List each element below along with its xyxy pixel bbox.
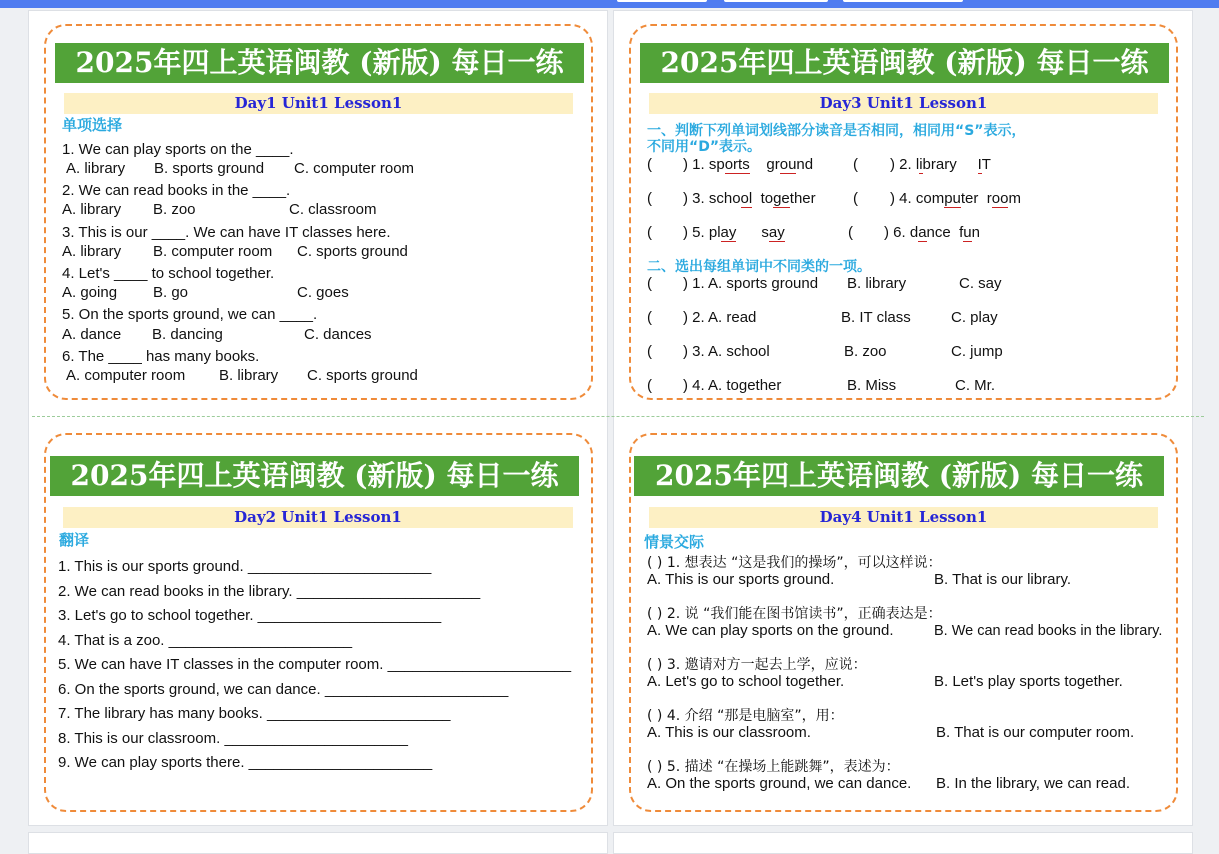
option-b: B. sports ground [154, 160, 265, 177]
toolbar-tab[interactable] [724, 0, 828, 2]
day3-section2-heading: 二、选出每组单词中不同类的一项。 [647, 259, 871, 275]
option-b: B. That is our library. [934, 571, 1071, 588]
day1-title: Day1 Unit1 Lesson1 [64, 93, 573, 114]
option-b: B. In the library, we can read. [936, 775, 1130, 792]
option-c: C. sports ground [307, 367, 418, 384]
day2-banner: 2025年四上英语闽教 (新版) 每日一练 [50, 456, 579, 496]
text-fragment: u [963, 224, 972, 241]
text-fragment: ( [848, 224, 853, 241]
translation-line: 6. On the sports ground, we can dance. ______________________ [58, 681, 509, 698]
text-fragment: to [760, 190, 774, 207]
page-bottom-right [613, 832, 1193, 854]
text-fragment: T [981, 156, 991, 173]
option-c: C. dances [304, 326, 372, 343]
text-fragment: brary [922, 156, 957, 173]
text-fragment: ( [647, 343, 652, 360]
option-a: A. computer room [66, 367, 186, 384]
text-fragment: ) [683, 224, 688, 241]
text-fragment: C. jump [951, 343, 1003, 360]
day3-section1-heading-cont: 不同用“D”表示。 [647, 139, 762, 155]
translation-line: 9. We can play sports there. ______________________ [58, 754, 433, 771]
text-fragment: ) 4. A. together [683, 377, 782, 394]
translation-line: 5. We can have IT classes in the computer room. ______________________ [58, 656, 572, 673]
text-fragment: 3. This is our ____. We can have IT classes here. [62, 224, 391, 241]
text-fragment: nd [796, 156, 814, 173]
text-fragment: 4. [899, 190, 916, 207]
option-a: A. library [62, 201, 122, 218]
option-a: A. We can play sports on the ground. [647, 622, 894, 639]
text-fragment: ) 3. A. school [683, 343, 770, 360]
text-fragment: 4. Let's ____ to school together. [62, 265, 275, 282]
option-a: A. library [62, 243, 122, 260]
text-fragment: B. Miss [847, 377, 897, 394]
text-fragment: C. Mr. [955, 377, 995, 394]
text-fragment: ol [740, 190, 753, 207]
translation-line: 4. That is a zoo. ______________________ [58, 632, 353, 649]
option-b: B. We can read books in the library. [934, 623, 1163, 639]
text-fragment: 5. On the sports ground, we can ____. [62, 306, 318, 323]
text-fragment: I [977, 156, 982, 173]
text-fragment: ) [683, 156, 688, 173]
text-fragment: 6. The ____ has many books. [62, 348, 260, 365]
day3-title: Day3 Unit1 Lesson1 [649, 93, 1158, 114]
option-c: C. classroom [289, 201, 377, 218]
text-fragment: B. IT class [841, 309, 911, 326]
text-fragment: ( ) 4. 介绍 “那是电脑室”，用： [647, 708, 844, 724]
text-fragment: ( [647, 309, 652, 326]
day4-banner: 2025年四上英语闽教 (新版) 每日一练 [634, 456, 1164, 496]
text-fragment: ( ) 2. 说 “我们能在图书馆读书”，正确表达是： [647, 606, 942, 622]
text-fragment: nce [926, 224, 951, 241]
text-fragment: B. zoo [844, 343, 887, 360]
day3-section1-heading: 一、判断下列单词划线部分读音是否相同，相同用“S”表示， [647, 123, 1026, 139]
option-a: A. going [62, 284, 118, 301]
option-c: C. computer room [294, 160, 415, 177]
text-fragment: s [761, 224, 769, 241]
text-fragment [890, 190, 1021, 208]
text-fragment: ay [720, 224, 737, 241]
text-fragment: l [915, 156, 920, 173]
text-fragment: 3. [692, 190, 709, 207]
text-fragment [683, 190, 816, 208]
page-divider [32, 416, 1204, 417]
page-bottom-left [28, 832, 608, 854]
day3-banner: 2025年四上英语闽教 (新版) 每日一练 [640, 43, 1169, 83]
text-fragment: C. say [959, 275, 1002, 292]
text-fragment: ( ) 1. 想表达 “这是我们的操场”，可以这样说： [647, 555, 942, 571]
text-fragment: ay [768, 224, 785, 241]
option-b: B. go [153, 284, 189, 301]
text-fragment: 2. We can read books in the ____. [62, 182, 291, 199]
text-fragment: 2. [899, 156, 916, 173]
translation-line: 3. Let's go to school together. ______________________ [58, 607, 442, 624]
text-fragment: 6. [893, 224, 910, 241]
option-b: B. That is our computer room. [936, 724, 1135, 741]
text-fragment: 5. [692, 224, 709, 241]
option-b: B. dancing [152, 326, 223, 343]
text-fragment: gr [766, 156, 780, 173]
option-b: B. Let's play sports together. [934, 673, 1123, 690]
day2-title: Day2 Unit1 Lesson1 [63, 507, 573, 528]
text-fragment: ) 1. A. sports ground [683, 275, 819, 292]
text-fragment: ( ) 3. 邀请对方一起去上学，应说： [647, 657, 867, 673]
day1-section-heading: 单项选择 [62, 117, 123, 134]
option-b: B. library [219, 367, 279, 384]
text-fragment: ( [647, 275, 652, 292]
translation-line: 8. This is our classroom. ______________________ [58, 730, 408, 747]
text-fragment: 1. We can play sports on the ____. [62, 141, 294, 158]
text-fragment: ( [853, 190, 858, 207]
text-fragment: n [971, 224, 980, 241]
translation-line: 1. This is our sports ground. ______________________ [58, 558, 432, 575]
text-fragment [683, 156, 813, 174]
text-fragment: ) [890, 156, 895, 173]
text-fragment [884, 224, 980, 242]
option-b: B. zoo [153, 201, 196, 218]
text-fragment: sp [708, 156, 725, 173]
text-fragment: ter [960, 190, 979, 207]
text-fragment: a [918, 224, 927, 241]
text-fragment: orts [724, 156, 750, 173]
day2-section-heading: 翻译 [59, 532, 90, 549]
text-fragment: com [915, 190, 945, 207]
text-fragment: ( [647, 224, 652, 241]
text-fragment: f [959, 224, 964, 241]
day1-banner: 2025年四上英语闽教 (新版) 每日一练 [55, 43, 584, 83]
text-fragment: ) [884, 224, 889, 241]
option-b: B. computer room [153, 243, 273, 260]
text-fragment [890, 156, 991, 174]
text-fragment: m [1008, 190, 1021, 207]
text-fragment: pu [944, 190, 961, 207]
text-fragment: r [986, 190, 992, 207]
text-fragment: oo [991, 190, 1009, 207]
text-fragment: ) 2. A. read [683, 309, 757, 326]
text-fragment: ge [773, 190, 790, 207]
text-fragment: ( [647, 190, 652, 207]
text-fragment: scho [708, 190, 741, 207]
text-fragment: ther [789, 190, 816, 207]
text-fragment: ) [683, 190, 688, 207]
text-fragment: ( [853, 156, 858, 173]
text-fragment: 1. [692, 156, 709, 173]
toolbar-tab[interactable] [617, 0, 707, 2]
text-fragment: ou [779, 156, 797, 173]
day4-title: Day4 Unit1 Lesson1 [649, 507, 1158, 528]
text-fragment: ( [647, 377, 652, 394]
text-fragment: ) [890, 190, 895, 207]
option-a: A. On the sports ground, we can dance. [647, 775, 912, 792]
option-a: A. This is our classroom. [647, 724, 811, 741]
option-c: C. sports ground [297, 243, 408, 260]
day4-section-heading: 情景交际 [644, 534, 705, 551]
option-a: A. This is our sports ground. [647, 571, 835, 588]
text-fragment: B. library [847, 275, 907, 292]
toolbar-tab[interactable] [843, 0, 963, 2]
top-toolbar [0, 0, 1219, 8]
text-fragment: ( ) 5. 描述 “在操场上能跳舞”，表述为： [647, 759, 900, 775]
translation-line: 2. We can read books in the library. ______________________ [58, 583, 481, 600]
option-a: A. library [66, 160, 126, 177]
option-a: A. dance [62, 326, 122, 343]
translation-line: 7. The library has many books. ______________________ [58, 705, 451, 722]
text-fragment: C. play [951, 309, 998, 326]
option-a: A. Let's go to school together. [647, 673, 845, 690]
text-fragment: pl [708, 224, 721, 241]
text-fragment [683, 224, 785, 242]
text-fragment: i [919, 156, 923, 173]
text-fragment: d [909, 224, 919, 241]
option-c: C. goes [297, 284, 349, 301]
text-fragment: ( [647, 156, 652, 173]
